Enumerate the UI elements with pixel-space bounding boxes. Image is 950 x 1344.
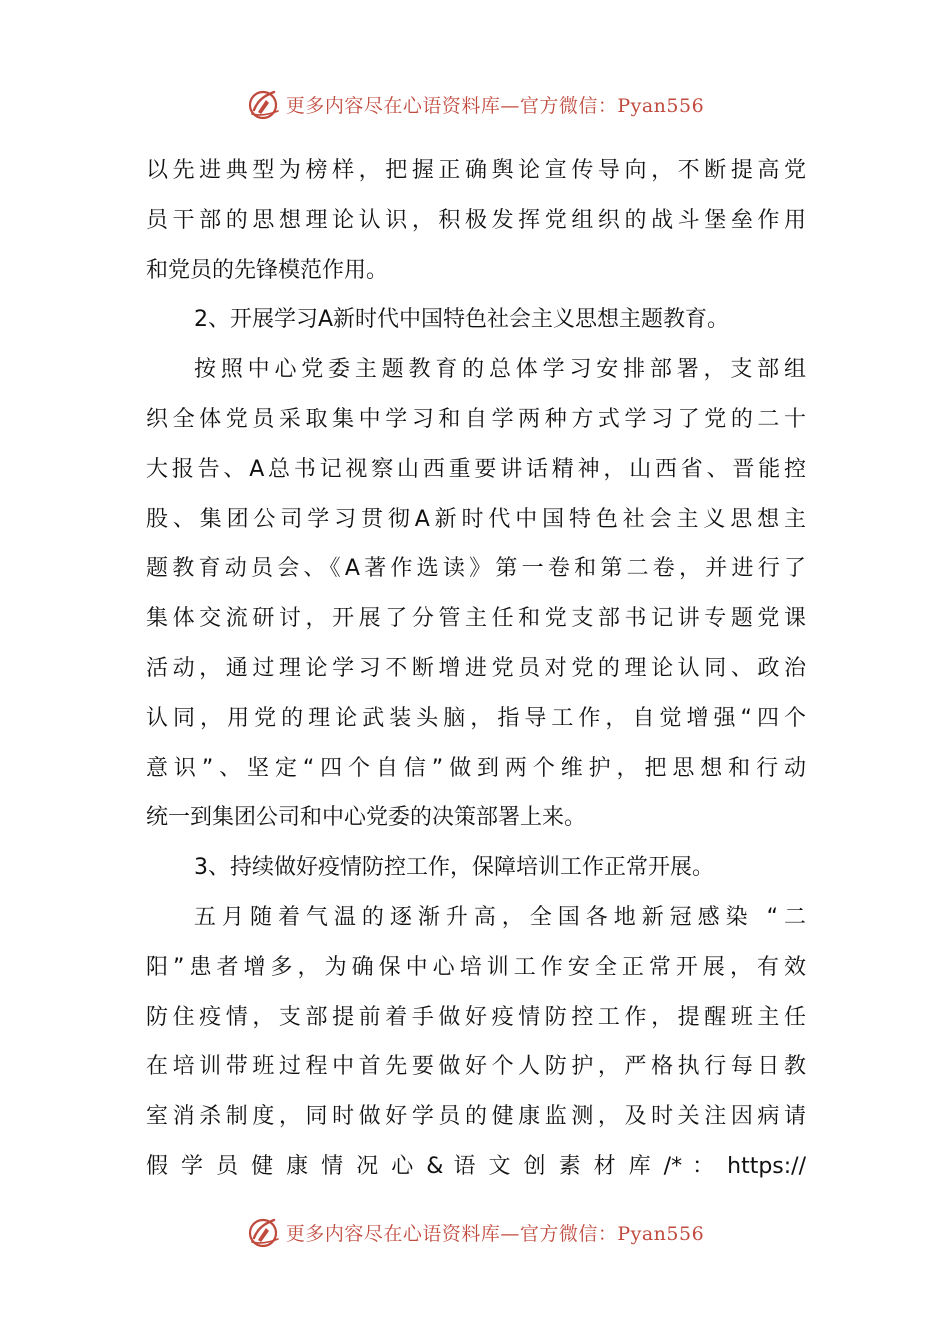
text-line: 统一到集团公司和中心党委的决策部署上来。 xyxy=(146,805,587,831)
text-line: 室消杀制度，同时做好学员的健康监测，及时关注因病请 xyxy=(146,1104,806,1130)
text-line: 员干部的思想理论认识，积极发挥党组织的战斗堡垒作用 xyxy=(146,207,806,233)
header-banner xyxy=(0,84,950,124)
text-line: 股、集团公司学习贯彻A新时代中国特色社会主义思想主 xyxy=(146,506,806,532)
text-line: 在培训带班过程中首先要做好个人防护，严格执行每日教 xyxy=(146,1054,806,1080)
text-line: 题教育动员会、《A著作选读》第一卷和第二卷，并进行了 xyxy=(146,556,806,582)
text-line: 阳”患者增多，为确保中心培训工作安全正常开展，有效 xyxy=(146,954,806,980)
text-line: 意识”、坚定“四个自信”做到两个维护，把思想和行动 xyxy=(146,755,806,781)
pen-signature-logo-icon xyxy=(246,86,282,122)
footer-banner-text: 更多内容尽在心语资料库—官方微信：Pyan556 xyxy=(285,1222,705,1245)
text-line: 假 学 员 健 康 情 况 心 & 语 文 创 素 材 库 /* ： https:// xyxy=(146,1153,806,1179)
text-line: 认同，用党的理论武装头脑，指导工作，自觉增强“四个 xyxy=(146,705,806,731)
text-line: 集体交流研讨，开展了分管主任和党支部书记讲专题党课 xyxy=(146,606,806,632)
footer-banner xyxy=(0,1212,950,1252)
header-banner-text: 更多内容尽在心语资料库—官方微信：Pyan556 xyxy=(285,94,705,117)
section-heading: 3、持续做好疫情防控工作，保障培训工作正常开展。 xyxy=(194,855,714,881)
text-line: 以先进典型为榜样，把握正确舆论宣传导向，不断提高党 xyxy=(146,158,806,183)
text-line: 活动，通过理论学习不断增进党员对党的理论认同、政治 xyxy=(146,655,806,681)
text-line: 五月随着气温的逐渐升高，全国各地新冠感染 “二 xyxy=(194,904,806,930)
text-line: 按照中心党委主题教育的总体学习安排部署，支部组 xyxy=(194,357,806,383)
text-line: 大报告、A总书记视察山西重要讲话精神，山西省、晋能控 xyxy=(146,456,806,482)
document-body xyxy=(146,146,806,1192)
pen-signature-logo-icon xyxy=(246,1214,282,1250)
text-line: 织全体党员采取集中学习和自学两种方式学习了党的二十 xyxy=(146,406,806,432)
section-heading: 2、开展学习A新时代中国特色社会主义思想主题教育。 xyxy=(194,307,730,333)
text-line: 和党员的先锋模范作用。 xyxy=(146,257,389,283)
text-line: 防住疫情，支部提前着手做好疫情防控工作，提醒班主任 xyxy=(146,1004,806,1030)
